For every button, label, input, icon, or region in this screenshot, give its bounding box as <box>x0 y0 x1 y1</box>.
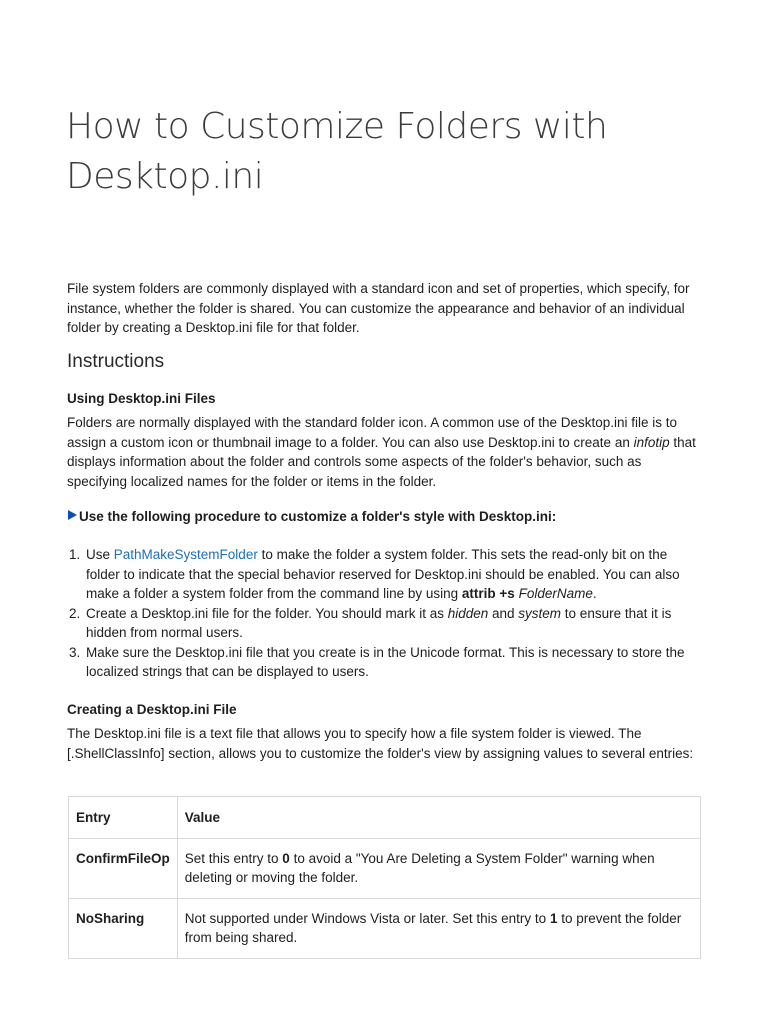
table-row <box>69 898 701 958</box>
value-cell <box>177 838 700 898</box>
step-text: Make sure the Desktop.ini file that you create is in the Unicode format. This is necessary to store the localized strings that can be displayed to users. <box>86 644 685 679</box>
step-number: 1. <box>69 547 81 562</box>
step-text: Create a Desktop.ini file for the folder. You should mark it as <box>86 605 448 621</box>
column-header-entry: Entry <box>69 797 178 839</box>
creating-desktop-ini-heading: Creating a Desktop.ini File <box>67 702 237 717</box>
list-item <box>67 643 703 682</box>
step-text: and <box>488 605 519 621</box>
procedure-steps <box>67 545 703 682</box>
using-desktop-ini-heading: Using Desktop.ini Files <box>67 391 216 406</box>
intro-paragraph: File system folders are commonly displayed with a standard icon and set of properties, which specify, for instance, whether the folder is shared. You can customize the appearance and behavior of an individual folder by creating a Desktop.ini file for that folder. <box>67 281 690 335</box>
entry-cell: ConfirmFileOp <box>69 838 178 898</box>
hidden-term: hidden <box>447 605 489 621</box>
value-literal: 0 <box>282 850 290 866</box>
column-header-value: Value <box>177 797 700 839</box>
step-text: Use <box>86 547 114 562</box>
list-item <box>67 604 703 643</box>
table-header-row <box>69 797 701 839</box>
table-row <box>69 838 701 898</box>
using-text-part2: that displays information about the folder and controls some aspects of the folder's behavior, such as specifying localized names for the folder or items in the folder. <box>67 434 696 489</box>
using-desktop-ini-paragraph <box>67 413 703 491</box>
folder-name-arg: FolderName <box>518 586 593 601</box>
instructions-heading: Instructions <box>67 351 165 372</box>
system-term: system <box>518 605 562 621</box>
attrib-command: attrib +s <box>461 586 515 601</box>
value-text: to prevent the folder from being shared. <box>184 910 682 945</box>
page-title: How to Customize Folders with Desktop.ini <box>66 106 608 197</box>
using-text-part1: Folders are normally displayed with the standard folder icon. A common use of the Desktop.ini file is to assign a custom icon or thumbnail image to a folder. You can also use Desktop.ini to create an <box>67 415 678 450</box>
value-text: Not supported under Windows Vista or later. Set this entry to <box>184 910 550 926</box>
infotip-term: infotip <box>633 434 670 450</box>
procedure-label: Use the following procedure to customize a folder's style with Desktop.ini: <box>79 509 557 524</box>
path-make-system-folder-link[interactable]: PathMakeSystemFolder <box>113 547 258 562</box>
step-number: 3. <box>69 644 81 660</box>
expand-triangle-icon[interactable] <box>68 510 77 520</box>
value-text: to avoid a "You Are Deleting a System Folder" warning when deleting or moving the folder. <box>184 850 655 885</box>
entries-table <box>68 796 701 959</box>
value-text: Set this entry to <box>184 850 283 866</box>
entry-cell: NoSharing <box>69 898 178 958</box>
step-text: . <box>592 586 597 601</box>
list-item <box>67 545 703 604</box>
creating-desktop-ini-paragraph: The Desktop.ini file is a text file that allows you to specify how a file system folder is viewed. The [.ShellClassInfo] section, allows you to customize the folder's view by assigning values to several entries: <box>67 726 694 761</box>
value-literal: 1 <box>549 910 558 926</box>
procedure-toggle[interactable] <box>68 507 556 526</box>
step-text: to make the folder a system folder. This sets the read-only bit on the folder to indicate that the special behavior reserved for Desktop.ini should be enabled. You can also make a folder a system folder from the command line by using <box>86 547 680 601</box>
value-cell <box>177 898 700 958</box>
step-number: 2. <box>69 605 81 621</box>
step-text: to ensure that it is hidden from normal users. <box>86 605 672 640</box>
